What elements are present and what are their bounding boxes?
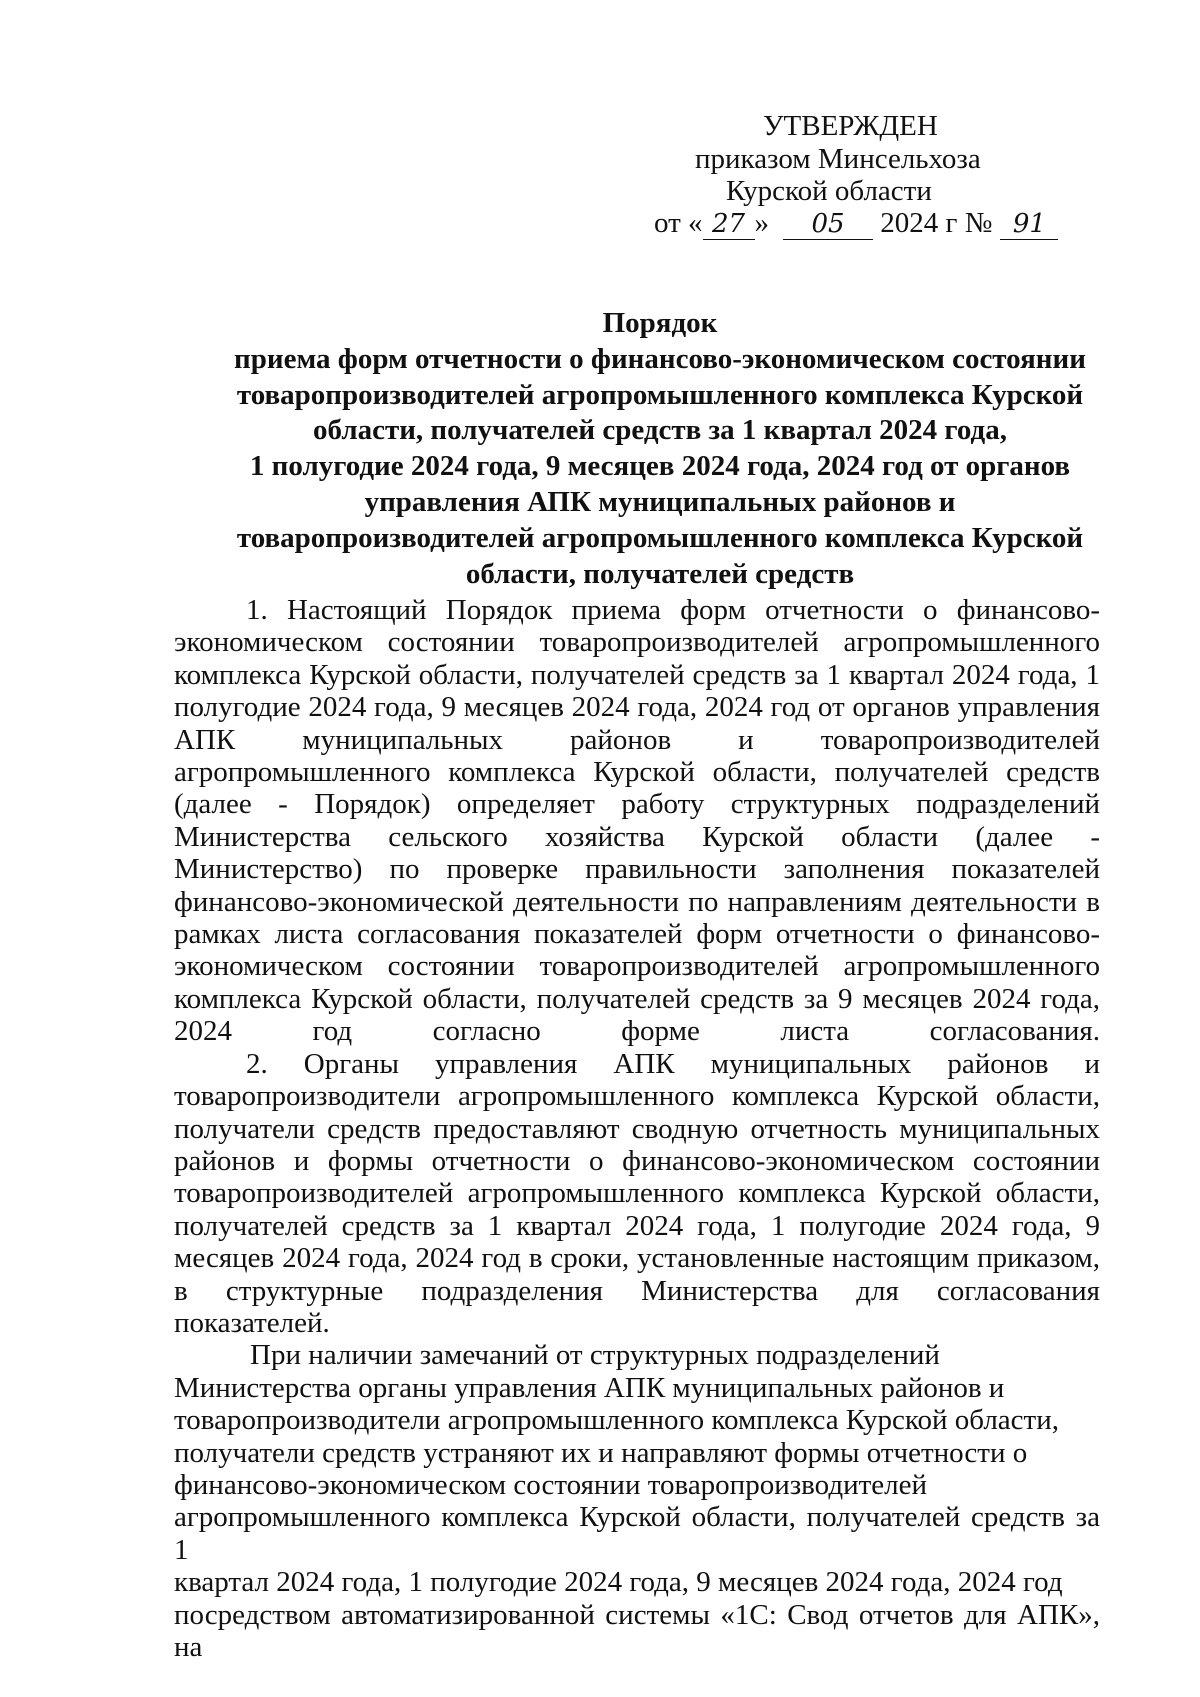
paragraph-line: товаропроизводителей агропромышленного комплекса Курской области, bbox=[174, 1177, 1100, 1210]
paragraph-line: получатели средств устраняют их и направляют формы отчетности о bbox=[174, 1436, 1028, 1469]
paragraph-line: товаропроизводители агропромышленного комплекса Курской области, bbox=[174, 1404, 1059, 1437]
title-line: 1 полугодие 2024 года, 9 месяцев 2024 года, 2024 год от органов bbox=[249, 450, 1071, 483]
title-line: области, получателей средств bbox=[465, 557, 855, 590]
paragraph-line: При наличии замечаний от структурных подразделений bbox=[250, 1339, 940, 1372]
title-line: управления АПК муниципальных районов и bbox=[364, 485, 956, 518]
paragraph-line: районов и формы отчетности о финансово-экономическом состоянии bbox=[174, 1144, 1100, 1177]
paragraph-line: товаропроизводители агропромышленного комплекса Курской области, bbox=[174, 1080, 1100, 1113]
paragraph-line: агропромышленного комплекса Курской области, получателей средств bbox=[174, 756, 1100, 789]
document-title bbox=[220, 306, 1100, 592]
paragraph-line: финансово-экономической деятельности по направлениям деятельности в bbox=[174, 885, 1100, 918]
paragraph-line: 1. Настоящий Порядок приема форм отчетности о финансово- bbox=[246, 594, 1100, 626]
paragraph-line: получателей средств за 1 квартал 2024 года, 1 полугодие 2024 года, 9 bbox=[174, 1209, 1100, 1242]
approval-region-line: Курской области bbox=[726, 175, 932, 207]
paragraph-line: в структурные подразделения Министерства для согласования показателей. bbox=[174, 1274, 1100, 1339]
paragraph-line: агропромышленного комплекса Курской области, получателей средств за 1 bbox=[174, 1501, 1100, 1566]
handwritten-day: 27 bbox=[703, 209, 755, 240]
paragraph-line: рамках листа согласования показателей форм отчетности о финансово- bbox=[174, 918, 1100, 951]
paragraph-line: комплекса Курской области, получателей средств за 1 квартал 2024 года, 1 bbox=[174, 658, 1100, 691]
title-line: области, получателей средств за 1 квартал 2024 года, bbox=[313, 414, 1007, 447]
paragraph-line: полугодие 2024 года, 9 месяцев 2024 года, 2024 год от органов управления bbox=[174, 691, 1100, 724]
title-line: Порядок bbox=[602, 307, 718, 339]
year-number-label: 2024 г № bbox=[880, 207, 993, 239]
paragraph-line: Министерство) по проверке правильности заполнения показателей bbox=[174, 853, 1100, 886]
paragraph-line: экономическом состоянии товаропроизводителей агропромышленного bbox=[174, 950, 1100, 983]
date-prefix: от « bbox=[654, 207, 703, 239]
paragraph-line: 2. Органы управления АПК муниципальных районов и bbox=[246, 1047, 1100, 1080]
paragraph-line: квартал 2024 года, 1 полугодие 2024 года, 9 месяцев 2024 года, 2024 год bbox=[174, 1566, 1063, 1599]
paragraph-line: АПК муниципальных районов и товаропроизводителей bbox=[174, 723, 1100, 756]
handwritten-order-number: 91 bbox=[1000, 209, 1058, 240]
title-line: товаропроизводителей агропромышленного комплекса Курской bbox=[236, 521, 1084, 554]
paragraph-line: получатели средств предоставляют сводную отчетность муниципальных bbox=[174, 1112, 1100, 1145]
title-line: товаропроизводителей агропромышленного комплекса Курской bbox=[236, 378, 1084, 411]
handwritten-month: 05 bbox=[783, 209, 873, 240]
paragraph-line: посредством автоматизированной системы «1С: Свод отчетов для АПК», на bbox=[174, 1598, 1100, 1663]
document-body bbox=[174, 594, 1100, 1663]
paragraph-1 bbox=[174, 594, 1100, 1048]
paragraph-line: комплекса Курской области, получателей средств за 9 месяцев 2024 года, bbox=[174, 982, 1100, 1015]
approval-heading: УТВЕРЖДЕН bbox=[763, 110, 938, 142]
paragraph-line: месяцев 2024 года, 2024 год в сроки, установленные настоящим приказом, bbox=[174, 1242, 1100, 1275]
paragraph-line: Министерства органы управления АПК муниципальных районов и bbox=[174, 1371, 1005, 1404]
paragraph-line: Министерства сельского хозяйства Курской области (далее - bbox=[174, 820, 1100, 853]
title-line: приема форм отчетности о финансово-экономическом состоянии bbox=[234, 342, 1086, 375]
paragraph-line: экономическом состоянии товаропроизводителей агропромышленного bbox=[174, 626, 1100, 659]
approval-order-line: приказом Минсельхоза bbox=[695, 143, 981, 175]
paragraph-line: 2024 год согласно форме листа согласования. bbox=[174, 1015, 1100, 1048]
paragraph-line: финансово-экономическом состоянии товаропроизводителей bbox=[174, 1468, 928, 1501]
paragraph-3 bbox=[174, 1339, 1100, 1663]
day-suffix: » bbox=[754, 207, 770, 239]
paragraph-2 bbox=[174, 1048, 1100, 1340]
paragraph-line: (далее - Порядок) определяет работу структурных подразделений bbox=[174, 788, 1100, 821]
approval-date-line bbox=[654, 207, 1058, 240]
